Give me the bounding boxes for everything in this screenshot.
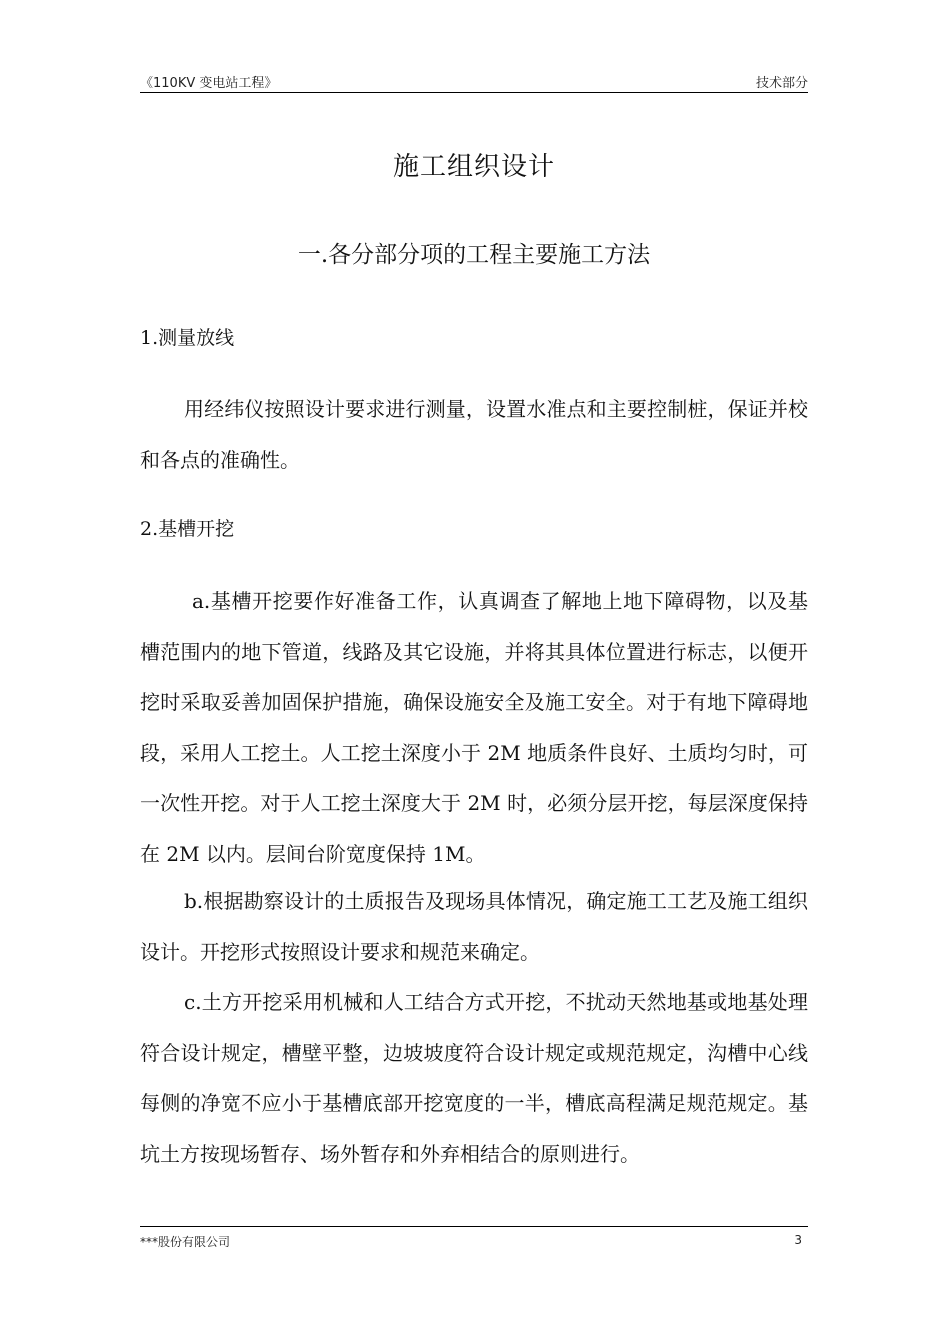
header-divider	[140, 92, 808, 93]
page-footer	[140, 1233, 808, 1253]
section-heading: 一.各分部分项的工程主要施工方法	[297, 242, 651, 268]
page-header	[140, 70, 808, 92]
paragraph-excavation-b: b.根据勘察设计的土质报告及现场具体情况，确定施工工艺及施工组织设计。开挖形式按照设计要求和规范来确定。	[140, 889, 808, 964]
header-section-name: 技术部分	[755, 76, 808, 91]
document-title: 施工组织设计	[392, 152, 555, 182]
paragraph-excavation-a: a.基槽开挖要作好准备工作，认真调查了解地上地下障碍物，以及基槽范围内的地下管道，线路及其它设施，并将其具体位置进行标志，以便开挖时采取妥善加固保护措施，确保设施安全及施工安全。对于有地下障碍地段，采用人工挖土。人工挖土深度小于 2M 地质条件良好、土质均匀时，可一次性开挖。对于人工挖土深度大于 2M 时，必须分层开挖，每层深度保持在 2M 以内。层间台阶宽度保持 1M。	[140, 589, 808, 866]
paragraph-excavation-c: c.土方开挖采用机械和人工结合方式开挖，不扰动天然地基或地基处理符合设计规定，槽壁平整，边坡坡度符合设计规定或规范规定，沟槽中心线每侧的净宽不应小于基槽底部开挖宽度的一半，槽底高程满足规范规定。基坑土方按现场暂存、场外暂存和外弃相结合的原则进行。	[140, 990, 808, 1166]
header-project-name: 《110KV 变电站工程》	[140, 76, 278, 91]
subsection-heading-survey: 1.测量放线	[140, 327, 235, 349]
footer-divider	[140, 1226, 808, 1227]
footer-company: ***股份有限公司	[140, 1235, 231, 1249]
page-number: 3	[794, 1233, 802, 1247]
subsection-heading-excavation: 2.基槽开挖	[140, 518, 235, 540]
paragraph-survey: 用经纬仪按照设计要求进行测量，设置水准点和主要控制桩，保证并校和各点的准确性。	[140, 397, 808, 472]
